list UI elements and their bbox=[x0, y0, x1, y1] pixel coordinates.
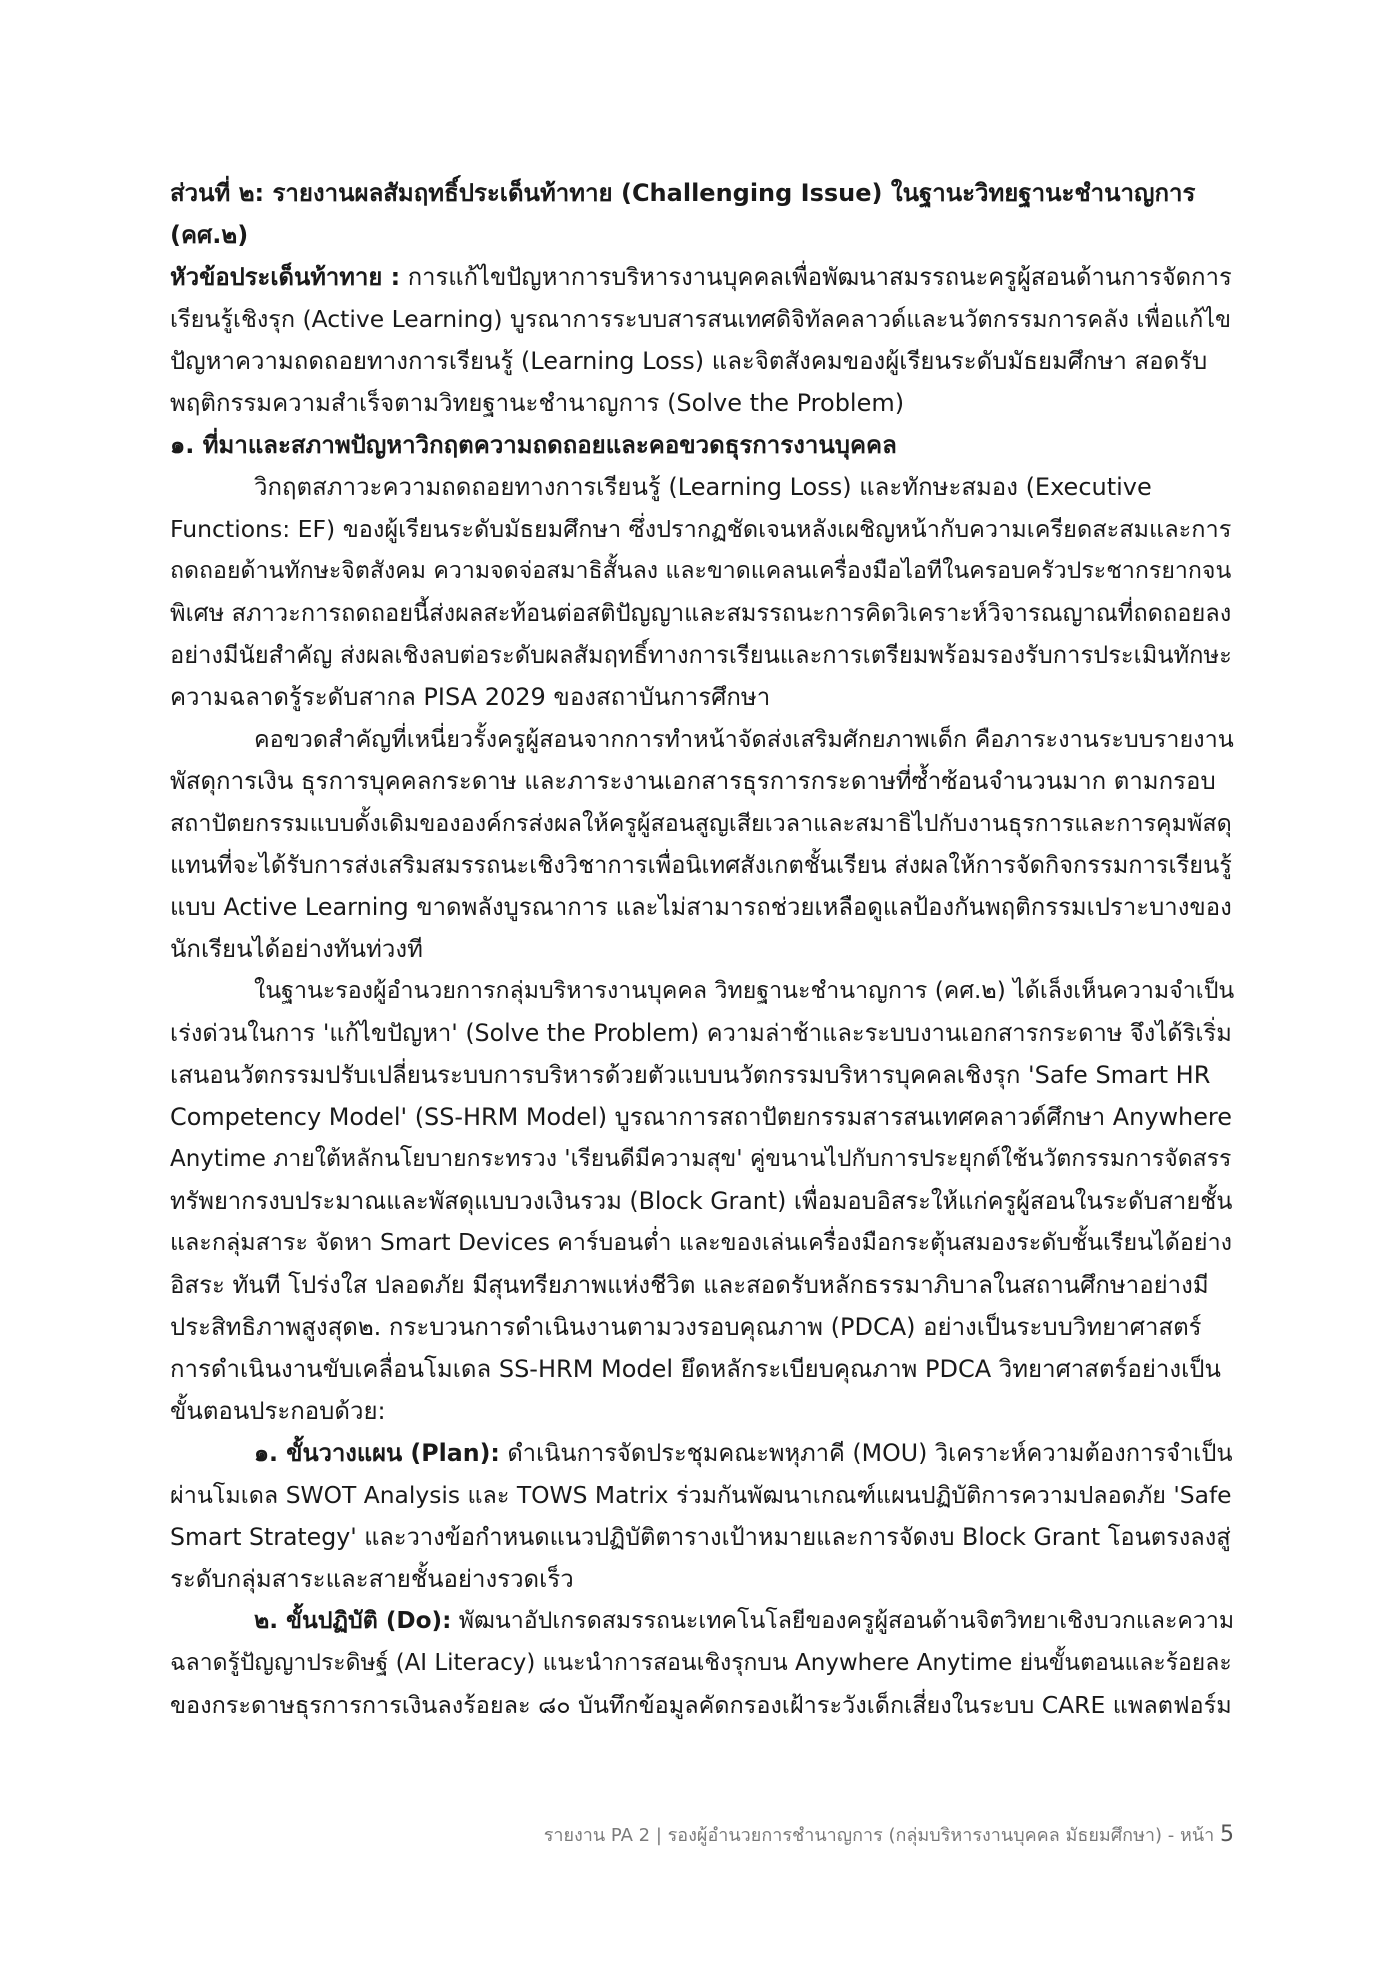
topic-label: หัวข้อประเด็นท้าทาย : bbox=[170, 263, 401, 291]
para2-line: สถาปัตยกรรมแบบดั้งเดิมขององค์กรส่งผลให้ครูผู้สอนสูญเสียเวลาและสมาธิไปกับงานธุรการและการคุมพัสดุ bbox=[170, 809, 1232, 837]
step-1-label: ๑. ขั้นวางแผน (Plan): bbox=[254, 1439, 500, 1467]
step-2-line-1 bbox=[170, 1600, 1235, 1642]
topic-line-2: เรียนรู้เชิงรุก (Active Learning) บูรณาการระบบสารสนเทศดิจิทัลคลาวด์และนวัตกรรมการคลัง เพื่อแก้ไข bbox=[170, 305, 1232, 333]
para3-line: ประสิทธิภาพสูงสุด๒. กระบวนการดำเนินงานตามวงรอบคุณภาพ (PDCA) อย่างเป็นระบบวิทยาศาสตร์ bbox=[170, 1313, 1202, 1341]
para2-line: แบบ Active Learning ขาดพลังบูรณาการ และไม่สามารถช่วยเหลือดูแลป้องกันพฤติกรรมเปราะบางของ bbox=[170, 893, 1232, 921]
para3-line: ในฐานะรองผู้อำนวยการกลุ่มบริหารงานบุคคล วิทยฐานะชำนาญการ (คศ.๒) ได้เล็งเห็นความจำเป็น bbox=[254, 977, 1235, 1004]
para3-line: เร่งด่วนในการ 'แก้ไขปัญหา' (Solve the Problem) ความล่าช้าและระบบงานเอกสารกระดาษ จึงได้ริเริ่ม bbox=[170, 1019, 1232, 1047]
topic-line-1 bbox=[170, 256, 1232, 298]
step-1-line: ระดับกลุ่มสาระและสายชั้นอย่างรวดเร็ว bbox=[170, 1565, 574, 1593]
para3-line: Competency Model' (SS-HRM Model) บูรณาการสถาปัตยกรรมสารสนเทศคลาวด์ศึกษา Anywhere bbox=[170, 1103, 1232, 1131]
para3-line: และกลุ่มสาระ จัดหา Smart Devices คาร์บอนต่ำ และของเล่นเครื่องมือกระตุ้นสมองระดับชั้นเรียนได้อย่าง bbox=[170, 1229, 1233, 1256]
topic-line-4: พฤติกรรมความสำเร็จตามวิทยฐานะชำนาญการ (Solve the Problem) bbox=[170, 389, 905, 417]
step-1-line: Smart Strategy' และวางข้อกำหนดแนวปฏิบัติตารางเป้าหมายและการจัดงบ Block Grant โอนตรงลงสู่ bbox=[170, 1523, 1231, 1551]
para1-line: ความฉลาดรู้ระดับสากล PISA 2029 ของสถาบันการศึกษา bbox=[170, 683, 771, 711]
para2-line: พัสดุการเงิน ธุรการบุคคลกระดาษ และภาระงานเอกสารธุรการกระดาษที่ซ้ำซ้อนจำนวนมาก ตามกรอบ bbox=[170, 767, 1216, 795]
step-2-line: ฉลาดรู้ปัญญาประดิษฐ์ (AI Literacy) แนะนำการสอนเชิงรุกบน Anywhere Anytime ย่นขั้นตอนและร้อยละ bbox=[170, 1650, 1232, 1676]
document-body bbox=[170, 172, 1235, 1726]
para1-line: อย่างมีนัยสำคัญ ส่งผลเชิงลบต่อระดับผลสัมฤทธิ์ทางการเรียนและการเตรียมพร้อมรองรับการประเมินทักษะ bbox=[170, 641, 1232, 669]
topic-line-3: ปัญหาความถดถอยทางการเรียนรู้ (Learning Loss) และจิตสังคมของผู้เรียนระดับมัธยมศึกษา สอดรับ bbox=[170, 347, 1208, 375]
section-1-title: ๑. ที่มาและสภาพปัญหาวิกฤตความถดถอยและคอขวดธุรการงานบุคคล bbox=[170, 431, 897, 459]
para3-line: การดำเนินงานขับเคลื่อนโมเดล SS-HRM Model ยึดหลักระเบียบคุณภาพ PDCA วิทยาศาสตร์อย่างเป็น bbox=[170, 1355, 1221, 1383]
step-1-line: ผ่านโมเดล SWOT Analysis และ TOWS Matrix ร่วมกันพัฒนาเกณฑ์แผนปฏิบัติการความปลอดภัย 'Safe bbox=[170, 1481, 1232, 1509]
para3-line: อิสระ ทันที โปร่งใส ปลอดภัย มีสุนทรียภาพแห่งชีวิต และสอดรับหลักธรรมาภิบาลในสถานศึกษาอย่างมี bbox=[170, 1271, 1209, 1299]
step-2-label: ๒. ขั้นปฏิบัติ (Do): bbox=[254, 1607, 452, 1634]
step-1-text: ดำเนินการจัดประชุมคณะพหุภาคี (MOU) วิเคราะห์ความต้องการจำเป็น bbox=[499, 1439, 1233, 1467]
topic-text: การแก้ไขปัญหาการบริหารงานบุคคลเพื่อพัฒนาสมรรถนะครูผู้สอนด้านการจัดการ bbox=[400, 263, 1232, 291]
page-number: 5 bbox=[1220, 1822, 1234, 1847]
section-heading-line-1: ส่วนที่ ๒: รายงานผลสัมฤทธิ์ประเด็นท้าทาย (Challenging Issue) ในฐานะวิทยฐานะชำนาญการ bbox=[170, 179, 1196, 207]
page-footer bbox=[544, 1820, 1234, 1849]
para1-line: พิเศษ สภาวะการถดถอยนี้ส่งผลสะท้อนต่อสติปัญญาและสมรรถนะการคิดวิเคราะห์วิจารณญาณที่ถดถอยลง bbox=[170, 599, 1232, 627]
para3-line: ขั้นตอนประกอบด้วย: bbox=[170, 1397, 386, 1425]
para3-line: ทรัพยากรงบประมาณและพัสดุแบบวงเงินรวม (Block Grant) เพื่อมอบอิสระให้แก่ครูผู้สอนในระดับสายชั้น bbox=[170, 1187, 1233, 1215]
step-2-text: พัฒนาอัปเกรดสมรรถนะเทคโนโลยีของครูผู้สอนด้านจิตวิทยาเชิงบวกและความ bbox=[451, 1607, 1235, 1634]
para1-line: ถดถอยด้านทักษะจิตสังคม ความจดจ่อสมาธิสั้นลง และขาดแคลนเครื่องมือไอทีในครอบครัวประชากรยากจน bbox=[170, 558, 1232, 584]
step-1-line-1 bbox=[170, 1432, 1232, 1474]
para2-line: แทนที่จะได้รับการส่งเสริมสมรรถนะเชิงวิชาการเพื่อนิเทศสังเกตชั้นเรียน ส่งผลให้การจัดกิจกรรมการเรียนรู้ bbox=[170, 851, 1232, 879]
para1-line: วิกฤตสภาวะความถดถอยทางการเรียนรู้ (Learning Loss) และทักษะสมอง (Executive bbox=[254, 473, 1152, 501]
footer-text: รายงาน PA 2 | รองผู้อำนวยการชำนาญการ (กลุ่มบริหารงานบุคคล มัธยมศึกษา) - หน้า bbox=[543, 1825, 1220, 1846]
step-2-line: ของกระดาษธุรการการเงินลงร้อยละ ๘๐ บันทึกข้อมูลคัดกรองเฝ้าระวังเด็กเสี่ยงในระบบ CARE แพลตฟอร์ม bbox=[170, 1691, 1232, 1719]
para1-line: Functions: EF) ของผู้เรียนระดับมัธยมศึกษา ซึ่งปรากฏชัดเจนหลังเผชิญหน้ากับความเครียดสะสมและการ bbox=[170, 515, 1232, 543]
section-heading-line-2: (คศ.๒) bbox=[170, 221, 249, 249]
para3-line: Anytime ภายใต้หลักนโยบายกระทรวง 'เรียนดีมีความสุข' คู่ขนานไปกับการประยุกต์ใช้นวัตกรรมการจัดสรร bbox=[170, 1146, 1232, 1172]
para3-line: เสนอนวัตกรรมปรับเปลี่ยนระบบการบริหารด้วยตัวแบบนวัตกรรมบริหารบุคคลเชิงรุก 'Safe Smart HR bbox=[170, 1061, 1211, 1089]
para2-line: คอขวดสำคัญที่เหนี่ยวรั้งครูผู้สอนจากการทำหน้าจัดส่งเสริมศักยภาพเด็ก คือภาระงานระบบรายงาน bbox=[254, 725, 1234, 753]
para2-line: นักเรียนได้อย่างทันท่วงที bbox=[170, 935, 423, 963]
